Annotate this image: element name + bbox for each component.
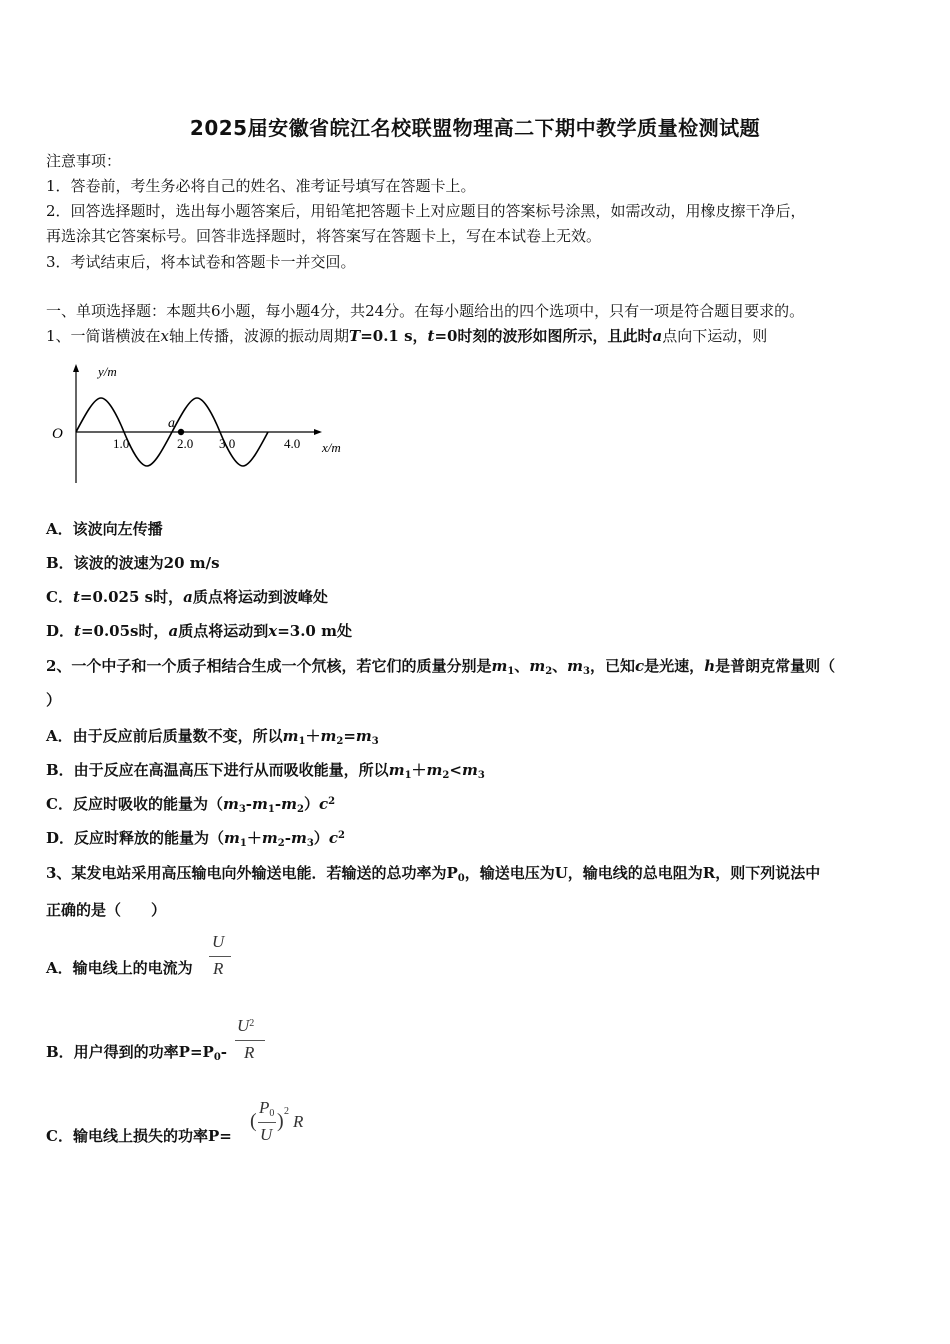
fraction-p0-over-u-squared-r: ( $P_0$ U ) 2 R [250,1098,304,1144]
denominator: R [244,1043,255,1062]
var-m: m [491,657,508,675]
subscript: 2 [296,804,304,815]
fraction-bar [209,956,231,957]
x-axis-arrow [314,429,322,435]
subscript: 2 [442,770,450,781]
y-axis-arrow [73,364,79,372]
q2-text-4: 是普朗克常量则（ [715,657,836,675]
tick-label: 3.0 [219,436,236,451]
q3-option-c: C．输电线上损失的功率P= [46,1127,232,1145]
subscript: 2 [545,666,553,677]
tick-label: 4.0 [284,436,301,451]
subscript: 0 [213,1052,221,1063]
denominator: U [260,1125,273,1144]
resistance-symbol: R [293,1112,304,1131]
var-m: m [282,727,299,745]
var-m: m [320,727,337,745]
superscript: 2 [249,1018,255,1029]
separator: 、 [514,657,530,675]
var-m: m [252,795,268,813]
separator: 、 [552,657,568,675]
option-label: C．反应时吸收的能量为（ [46,795,223,813]
var-h: h [704,657,716,675]
notice-heading: 注意事项： [46,152,122,170]
subscript: 0 [269,1108,275,1119]
var-x: x [268,622,278,640]
notice-item-1: 1．答卷前，考生务必将自己的姓名、准考证号填写在答题卡上。 [46,177,476,195]
tick-label: 2.0 [177,436,194,451]
fraction-u-over-r [208,932,232,982]
subscript: 2 [336,736,344,747]
q2-option-c [46,794,335,814]
q3-option-b [46,1042,227,1062]
option-text: =0.025 s时， [79,588,184,606]
notice-item-2-cont: 再选涂其它答案标号。回答非选择题时，将答案写在答题卡上，写在本试卷上无效。 [46,227,602,245]
notice-item-2: 2．回答选择题时，选出每小题答案后，用铅笔把答题卡上对应题目的答案标号涂黑，如需改动，用橡皮擦干净后， [46,202,806,220]
subscript: 3 [371,736,379,747]
right-paren: ) [277,1110,284,1132]
option-label: B．用户得到的功率P=P [46,1043,214,1061]
q2-option-b [46,760,485,780]
var-m: m [388,761,405,779]
superscript: 2 [328,796,336,807]
subscript: 1 [404,770,412,781]
option-text: 质点将运动到 [178,622,269,640]
point-a [178,429,184,435]
q3-option-a: A．输电线上的电流为 [46,959,193,977]
var-m: m [261,829,278,847]
q2-option-d [46,828,345,848]
y-axis-label: y/m [98,364,117,379]
fraction-bar [235,1040,265,1041]
numerator [259,1098,274,1118]
minus: - [220,1043,228,1061]
option-text: =3.0 m处 [277,622,352,640]
q2-text-1: 2、一个中子和一个质子相结合生成一个氘核，若它们的质量分别是 [46,657,492,675]
plus: ＋ [246,829,262,847]
option-label: D． [46,622,75,640]
subscript: 3 [583,666,591,677]
notice-item-3: 3．考试结束后，将本试卷和答题卡一并交回。 [46,253,356,271]
q1-option-c [46,587,328,607]
subscript: 1 [298,736,306,747]
option-label: B．由于反应在高温高压下进行从而吸收能量，所以 [46,761,389,779]
var-c: c [328,829,338,847]
option-text: =0.05s时， [80,622,169,640]
q2-option-a [46,726,379,746]
q1-text-3: =0.1 s， [360,327,428,345]
var-m: m [281,795,297,813]
q2-text-3: 是光速， [644,657,705,675]
question-1-stem [46,326,767,346]
wave-graph [44,360,354,490]
q3-text-1: 3、某发电站采用高压输电向外输送电能．若输送的总功率为P [46,864,458,882]
var-m: m [529,657,546,675]
close-paren: ） [313,829,329,847]
var-m: m [290,829,307,847]
option-label: C． [46,588,73,606]
subscript: 0 [457,873,465,884]
numerator-symbol: P [259,1098,270,1117]
var-m: m [222,795,239,813]
q1-option-a: A．该波向左传播 [46,520,163,538]
var-t: t [74,622,81,640]
subscript: 1 [507,666,515,677]
point-a-label: a [168,416,175,431]
left-paren: ( [250,1110,257,1132]
q1-option-d [46,621,352,641]
option-label: A．由于反应前后质量数不变，所以 [46,727,283,745]
var-m: m [567,657,584,675]
q2-text-2: ，已知 [590,657,636,675]
fraction-u2-over-r [234,1016,268,1066]
numerator: U [212,932,225,951]
plus: ＋ [411,761,427,779]
option-text: 质点将运动到波峰处 [192,588,328,606]
tick-label: 1.0 [113,436,130,451]
q1-var-t: t [427,327,435,345]
q3-text-2: ，输送电压为U，输电线的总电阻为R，则下列说法中 [464,864,821,882]
plus: ＋ [305,727,321,745]
equals: = [343,727,356,745]
var-m: m [355,727,372,745]
var-c: c [635,657,645,675]
superscript: 2 [337,830,345,841]
q1-text-1: 1、一简谐横波在 [46,327,161,345]
minus: - [245,795,253,813]
close-paren: ） [303,795,319,813]
q1-option-b: B．该波的波速为20 m/s [46,554,220,572]
question-3-stem [46,863,820,883]
q1-var-a: a [652,327,663,345]
var-c: c [318,795,329,813]
var-m: m [224,829,240,847]
question-2-stem [46,656,835,676]
q1-text-2: 轴上传播，波源的振动周期 [169,327,350,345]
minus: - [274,795,282,813]
less-than: < [449,761,462,779]
numerator [237,1016,254,1036]
denominator: R [213,959,224,978]
q1-var-T: T [349,327,361,345]
numerator-symbol: U [237,1016,250,1035]
var-m: m [461,761,478,779]
subscript: 3 [306,838,314,849]
question-2-stem-cont: ） [46,691,62,709]
var-t: t [72,588,80,606]
subscript: 3 [477,770,485,781]
subscript: 1 [239,838,247,849]
question-3-stem-cont: 正确的是（ ） [46,901,167,919]
x-axis-label: x/m [322,440,341,455]
minus: - [284,829,291,847]
origin-label: O [52,426,63,442]
subscript: 1 [267,804,275,815]
fraction-bar [258,1122,276,1123]
q1-text-5: 点向下运动，则 [662,327,768,345]
subscript: 2 [277,838,285,849]
var-a: a [183,588,193,606]
section-heading: 一、单项选择题：本题共6小题，每小题4分，共24分。在每小题给出的四个选项中，只有一项是符合题目要求的。 [46,302,805,320]
subscript: 3 [238,804,246,815]
var-m: m [426,761,443,779]
option-label: D．反应时释放的能量为（ [46,829,225,847]
var-a: a [168,622,179,640]
q1-text-4: =0时刻的波形如图所示，且此时 [434,327,653,345]
page-title: 2025届安徽省皖江名校联盟物理高二下期中教学质量检测试题 [189,116,761,140]
q1-var-x: x [160,327,170,345]
